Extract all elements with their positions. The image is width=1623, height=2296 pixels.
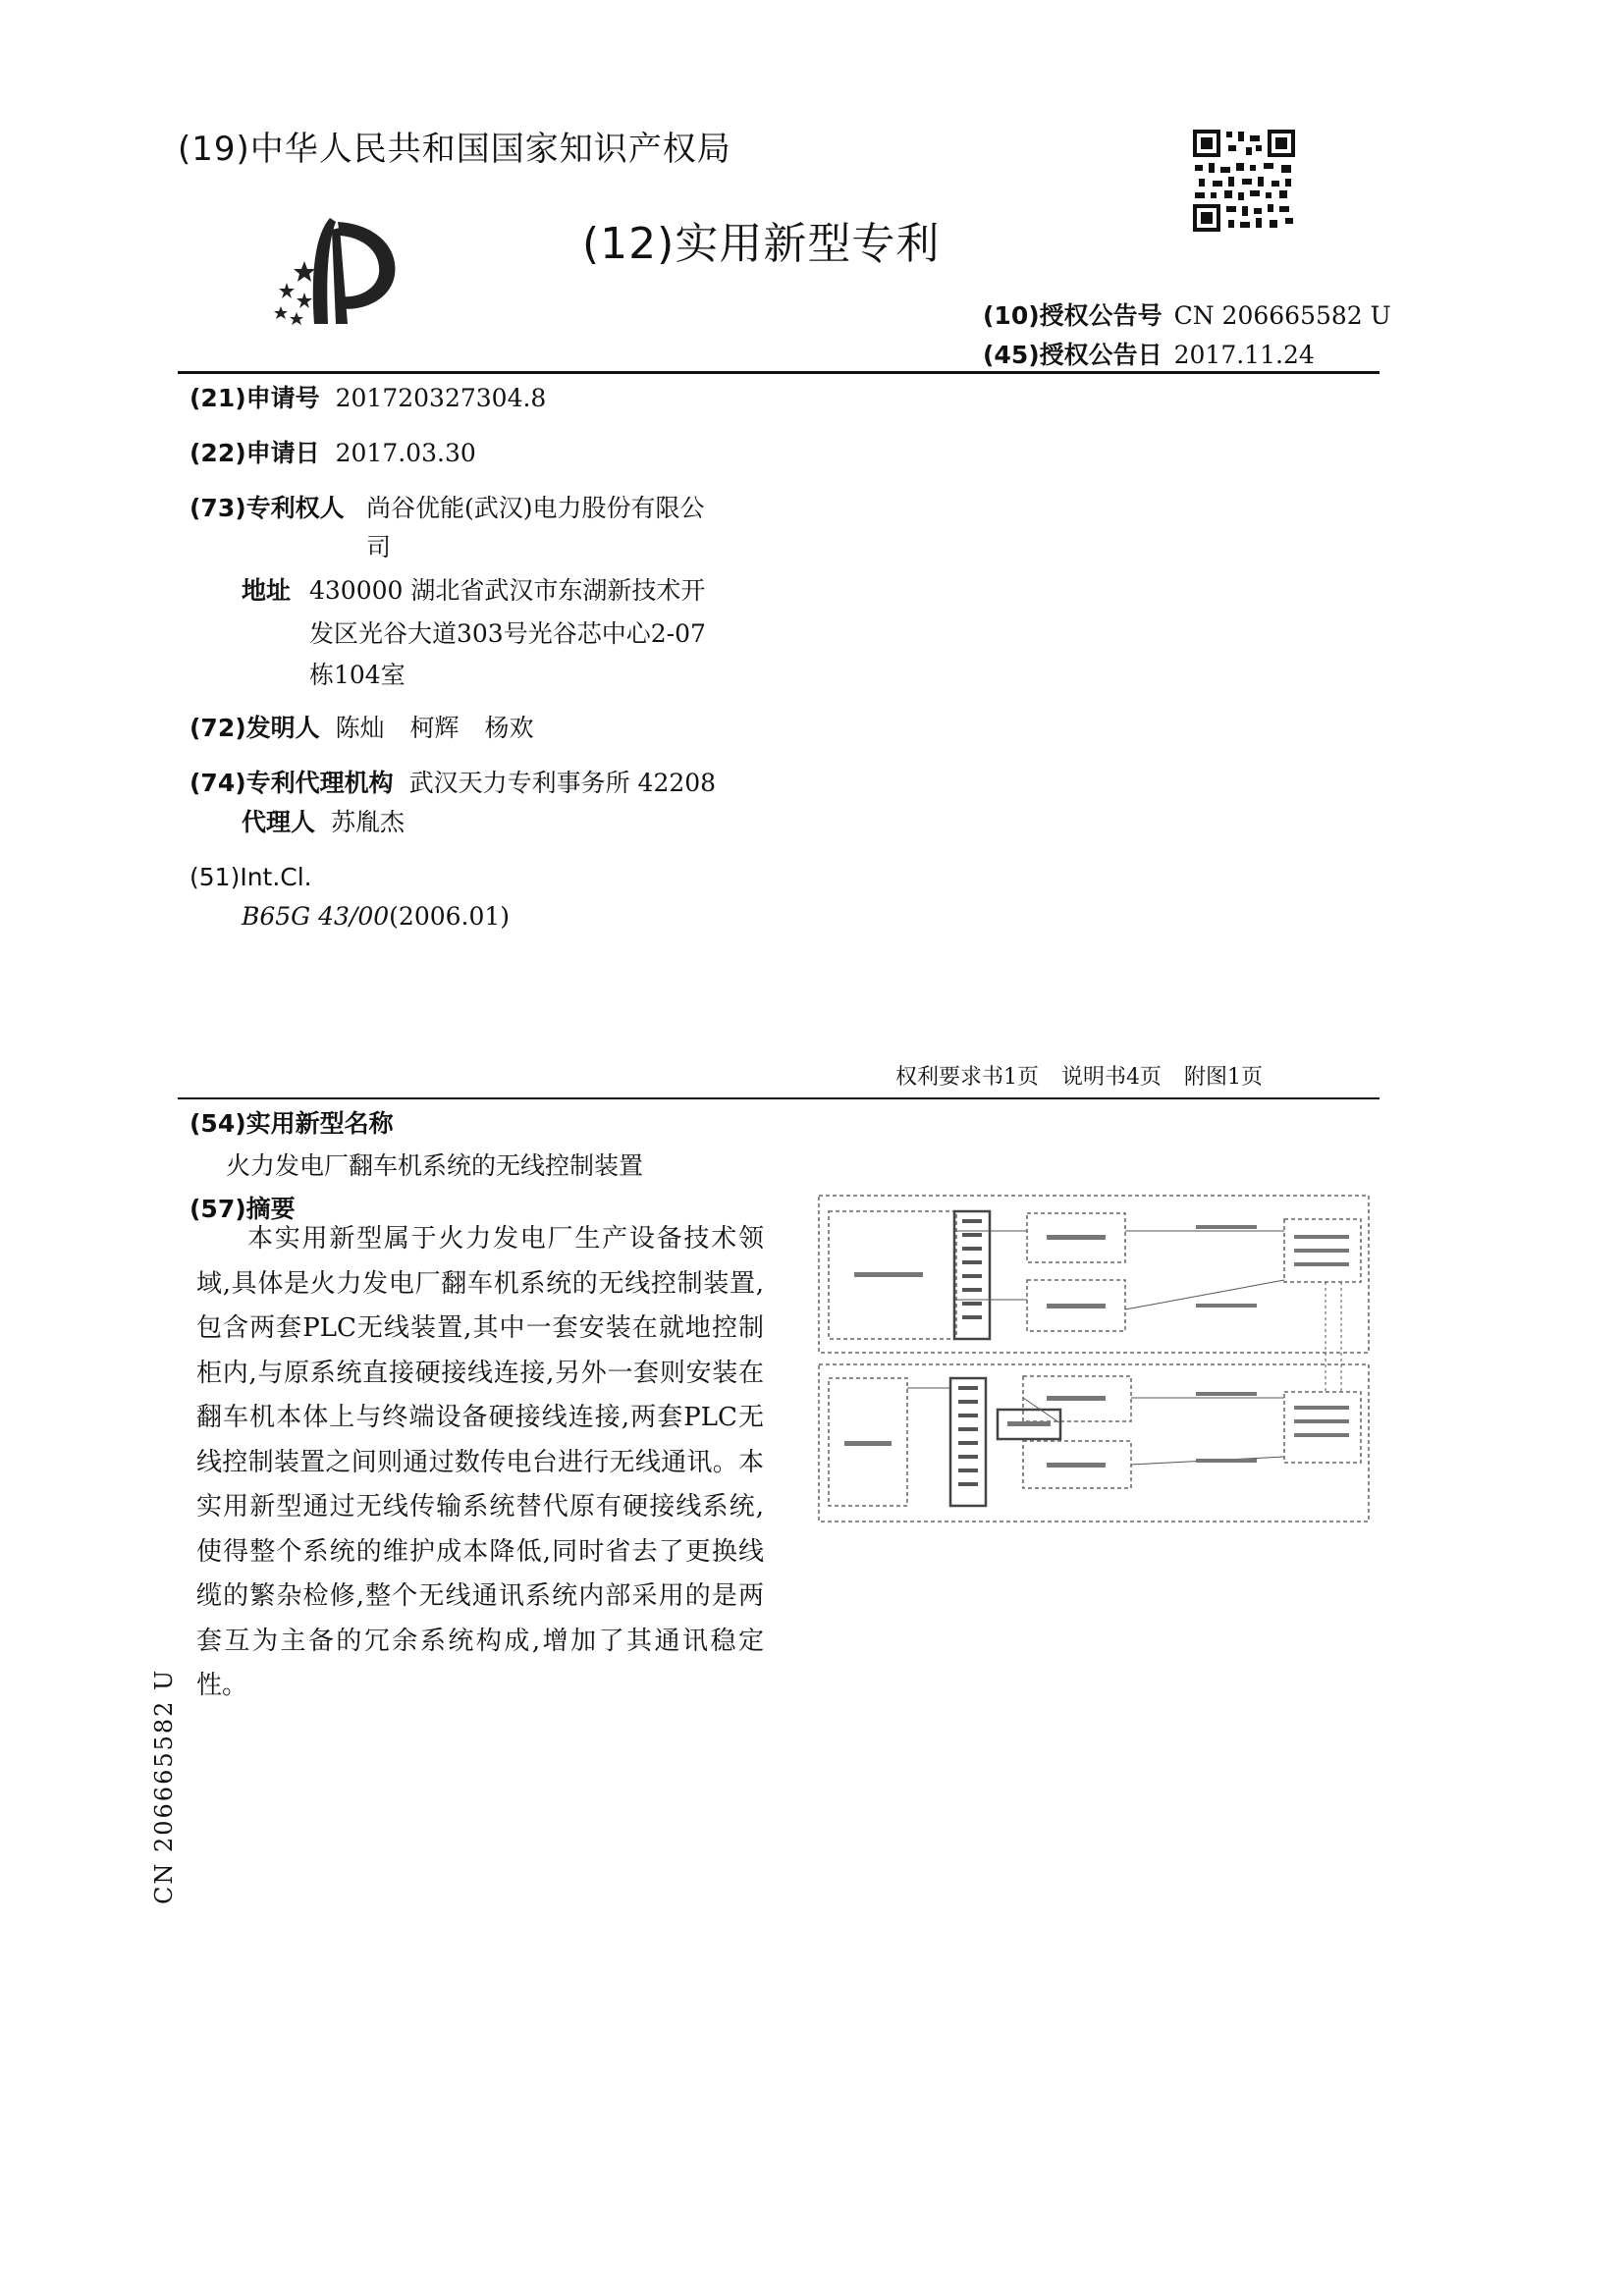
pub-date-label: (45)授权公告日 — [983, 341, 1163, 369]
filing-date-label: (22)申请日 — [189, 439, 320, 467]
agent-label: 代理人 — [242, 808, 316, 836]
agent-value: 苏胤杰 — [330, 808, 405, 836]
filing-date-value: 2017.03.30 — [335, 439, 476, 467]
address-label: 地址 — [242, 576, 292, 605]
inventors-value: 陈灿 柯辉 杨欢 — [335, 714, 534, 742]
side-publication-number: CN 206665582 U — [150, 1668, 178, 1904]
document-type-title: (12)实用新型专利 — [582, 219, 941, 269]
utility-model-title: 火力发电厂翻车机系统的无线控制装置 — [226, 1151, 644, 1180]
inventors-label: (72)发明人 — [189, 714, 320, 742]
address-line-1: 430000 湖北省武汉市东湖新技术开 — [309, 576, 706, 605]
agency-label: (74)专利代理机构 — [189, 769, 394, 797]
pub-number-label: (10)授权公告号 — [983, 301, 1163, 330]
agency-row — [189, 764, 716, 803]
int-cl-row — [242, 897, 510, 936]
qr-code-icon — [1191, 128, 1297, 234]
header-divider — [178, 371, 1380, 374]
application-number-value: 201720327304.8 — [335, 384, 547, 412]
pub-number-value: CN 206665582 U — [1173, 301, 1391, 330]
pub-number-row — [983, 296, 1391, 332]
address-line-2: 发区光谷大道303号光谷芯中心2-07 — [309, 619, 706, 648]
abstract-text: 本实用新型属于火力发电厂生产设备技术领域,具体是火力发电厂翻车机系统的无线控制装置,包含两套PLC无线装置,其中一套安装在就地控制柜内,与原系统直接硬接线连接,另外一套则安装在翻车机本体上与终端设备硬接线连接,两套PLC无线控制装置之间则通过数传电台进行无线通讯。本实用新型通过无线传输系统替代原有硬接线系统,使得整个系统的维护成本降低,同时省去了更换线缆的繁杂检修,整个无线通讯系统内部采用的是两套互为主备的冗余系统构成,增加了其通讯稳定性。 — [196, 1224, 764, 1700]
pub-date-row — [983, 336, 1315, 371]
page-counts: 权利要求书1页 说明书4页 附图1页 — [895, 1065, 1263, 1090]
int-cl-version: (2006.01) — [389, 902, 511, 931]
agent-row — [242, 803, 405, 842]
section-divider — [178, 1097, 1380, 1099]
int-cl-code: B65G 43/00 — [242, 902, 390, 931]
patentee-line-1: 尚谷优能(武汉)电力股份有限公 — [366, 494, 705, 522]
filing-date-row — [189, 434, 476, 473]
agency-value: 武汉天力专利事务所 42208 — [408, 769, 717, 797]
address-line-3: 栋104室 — [309, 661, 406, 689]
pub-date-value: 2017.11.24 — [1173, 341, 1315, 369]
int-cl-label: (51)Int.Cl. — [189, 863, 312, 891]
patentee-line-2: 司 — [366, 533, 392, 561]
abstract-figure — [815, 1192, 1375, 1527]
application-number-label: (21)申请号 — [189, 384, 320, 412]
application-number-row — [189, 379, 546, 418]
abstract-label: (57)摘要 — [189, 1195, 296, 1223]
inventors-row — [189, 709, 534, 748]
patent-office-logo — [257, 214, 405, 330]
utility-model-title-label: (54)实用新型名称 — [189, 1109, 394, 1138]
patentee-label: (73)专利权人 — [189, 494, 345, 522]
office-name: (19)中华人民共和国国家知识产权局 — [178, 130, 731, 169]
